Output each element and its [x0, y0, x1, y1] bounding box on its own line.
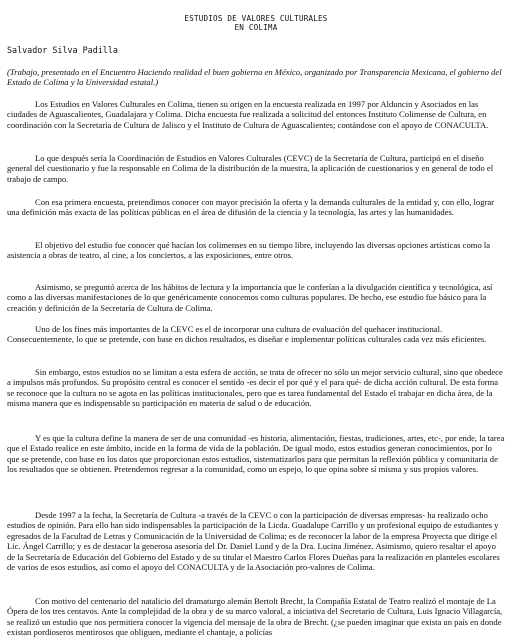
document-title-line-2: EN COLIMA	[234, 23, 278, 32]
paragraph-7: Sin embargo, estos estudios no se limitan a esta esfera de acción, se trata de ofrecer no sólo un mejor servicio cultural, sino que obedece a impulsos más profundos. Su propósito central es conocer el sentido -es decir el por qué y el para qué- de dicha acción cultural. De esta forma se reconoce que la cultura no se agota en las políticas institucionales, pero que es tarea fundamental del Estado el trabajar en dicha área, de la misma manera que es indispensable su participación en materia de salud o de educación.	[7, 367, 503, 409]
paragraph-2: Lo que después sería la Coordinación de Estudios en Valores Culturales (CEVC) de la Secretaría de Cultura, participó en el diseño general del cuestionario y fue la responsable en Colima de la distribución de la muestra, la aplicación de cuestionarios y en general de todo el trabajo de campo.	[7, 153, 494, 184]
intro-note: (Trabajo, presentado en el Encuentro Haciendo realidad el buen gobierno en México, organizado por Transparencia Mexicana, el gobierno del Estado de Colima y la Universidad estatal.)	[7, 67, 502, 88]
paragraph-4: El objetivo del estudio fue conocer qué hacían los colimenses en su tiempo libre, incluyendo las diversas opciones artísticas como la asistencia a obras de teatro, al cine, a los conciertos, a las exposiciones, entre otros.	[7, 240, 491, 261]
paragraph-3: Con esa primera encuesta, pretendimos conocer con mayor precisión la oferta y la demanda culturales de la entidad y, con ello, lograr una definición más exacta de las políticas públicas en el área de difusión de la ciencia y la tecnología, las artes y las humanidades.	[7, 197, 495, 218]
paragraph-9: Desde 1997 a la fecha, la Secretaría de Cultura -a través de la CEVC o con la participación de diversas empresas- ha realizado ocho estudios de opinión. Para ello han sido indispensables la participación de la Licda. Guadalupe Carrillo y un profesional equipo de estudiantes y egresados de la Facultad de Letras y Comunicación de la Universidad de Colima; es de reconocer la labor de la empresa Proyecta que dirige el Lic. Ángel Carrillo; y es de destacar la generosa asesoría del Dr. Daniel Lund y de la Dra. Lucina Jiménez. Asimismo, quiero resaltar el apoyo de la Secretaría de Educación del Gobierno del Estado y de su titular el Maestro Carlos Flores Dueñas para la realización en planteles escolares de varios de esos estudios, así como el apoyo del CONACULTA y de la Asociación pro-valores de Colima.	[7, 510, 500, 573]
author-name: Salvador Silva Padilla	[7, 45, 118, 55]
paragraph-1: Los Estudios en Valores Culturales en Colima, tienen su origen en la encuesta realizada en 1997 por Alduncin y Asociados en las ciudades de Aguascalientes, Guadalajara y Colima. Dicha encuesta fue realizada a solicitud del entonces Instituto Colimense de Cultura, en coordinación con la Secretaría de Cultura de Jalisco y el Instituto de Cultura de Aguascalientes; contándose con el apoyo de CONACULTA.	[7, 99, 489, 130]
paragraph-8: Y es que la cultura define la manera de ser de una comunidad -es historia, alimentación, fiestas, tradiciones, artes, etc-, por ende, la tarea que el Estado realice en este ámbito, incide en la forma de vida de la población. De igual modo, estos estudios generan conocimientos, por lo que se pretende, con base en los datos que proporcionan estos estudios, sistematizarlos para que permitan la reflexión pública y comunitaria de los resultados que se obtienen. Pretendemos regresar a la comunidad, como un espejo, lo que opina sobre sí misma y sus propios valores.	[7, 433, 505, 475]
paragraph-5: Asimismo, se preguntó acerca de los hábitos de lectura y la importancia que le conferían a la divulgación científica y tecnológica, así como a las diversas manifestaciones de lo que genéricamente conocemos como culturas populares. De hecho, ese estudio fue básico para la creación y definición de la Secretaría de Cultura de Colima.	[7, 282, 493, 313]
paragraph-6: Uno de los fines más importantes de la CEVC es el de incorporar una cultura de evaluación del quehacer institucional. Consecuentemente, lo que se pretende, con base en dichos resultados, es diseñar e implementar políticas culturales cada vez más eficientes.	[7, 324, 487, 345]
paragraph-10: Con motivo del centenario del natalicio del dramaturgo alemán Bertolt Brecht, la Compañía Estatal de Teatro realizó el montaje de La Ópera de los tres centavos. Ante la complejidad de la obra y de su marco valoral, a iniciativa del Secretario de Cultura, Luis Ignacio Villagarcía, se realizó un estudio que nos permitiera conocer la vigencia del mensaje de la obra de Brecht. (¿se pueden imaginar que exista un país en donde existan pordioseros mentirosos que obliguen, mediante el chantaje, a policías	[7, 596, 503, 638]
document-title-line-1: ESTUDIOS DE VALORES CULTURALES	[184, 14, 328, 23]
